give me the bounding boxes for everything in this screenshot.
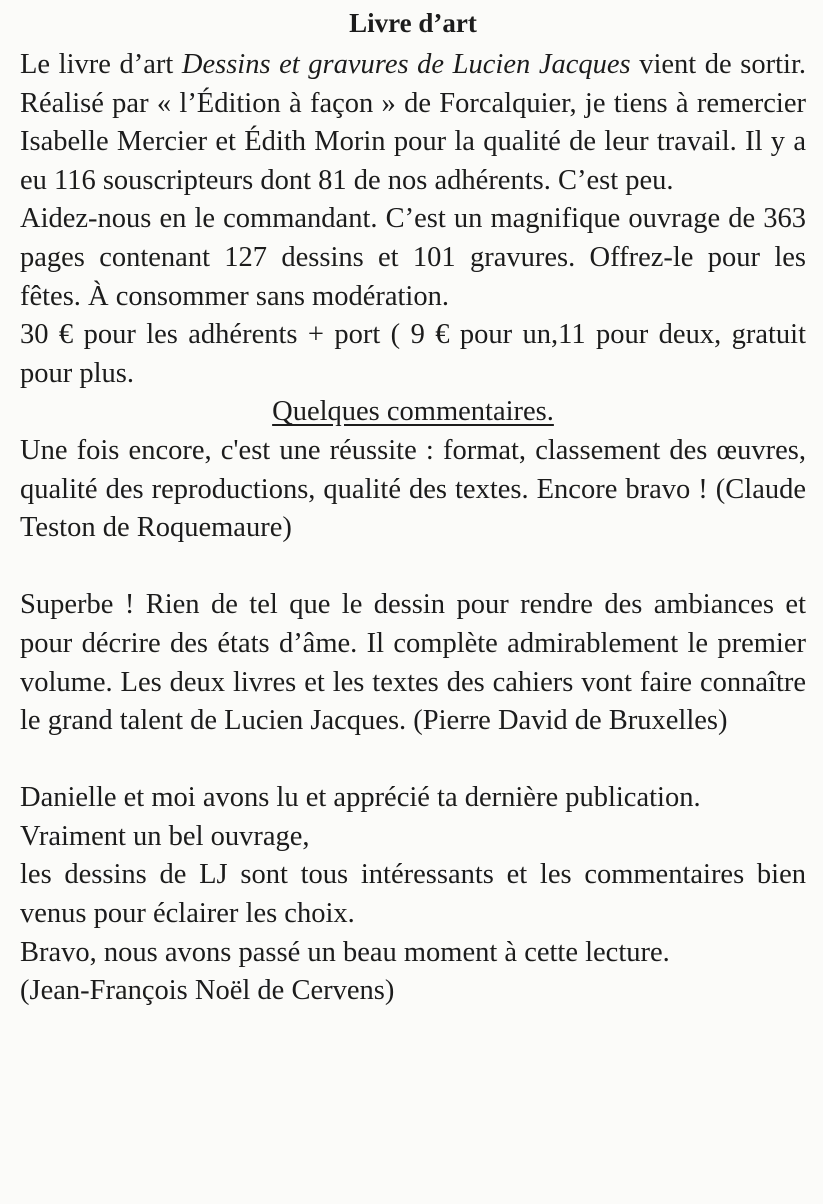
spacer bbox=[20, 548, 806, 587]
price-paragraph: 30 € pour les adhérents + port ( 9 € pour un,11 pour deux, gratuit pour plus. bbox=[20, 319, 806, 389]
comment-david: Superbe ! Rien de tel que le dessin pour rendre des ambiances et pour décrire des états d’âme. Il complète admirablement le premier volume. Les deux livres et les textes des cahiers vont faire connaître le grand talent de Lucien Jacques. (Pierre David de Bruxelles) bbox=[20, 589, 806, 737]
book-title: Dessins et gravures de Lucien Jacques bbox=[181, 49, 631, 80]
comment-noel-line-2: Vraiment un bel ouvrage, bbox=[20, 820, 310, 852]
comment-noel-line-3: les dessins de LJ sont tous intéressants et les commentaires bien venus pour éclairer les choix. bbox=[20, 859, 806, 930]
spacer bbox=[20, 741, 806, 780]
comment-noel-line-1: Danielle et moi avons lu et apprécié ta dernière publication. bbox=[20, 782, 701, 814]
page-title: Livre d’art bbox=[349, 8, 477, 38]
comments-heading bbox=[20, 393, 806, 432]
comment-noel-line-5: (Jean-François Noël de Cervens) bbox=[20, 975, 395, 1007]
document-page bbox=[20, 0, 806, 1011]
comment-teston: Une fois encore, c'est une réussite : format, classement des œuvres, qualité des reproductions, qualité des textes. Encore bravo ! (Claude Teston de Roquemaure) bbox=[20, 434, 806, 544]
comments-heading-text: Quelques commentaires. bbox=[272, 396, 554, 428]
comment-noel bbox=[20, 779, 806, 1011]
comment-noel-line-4: Bravo, nous avons passé un beau moment à cette lecture. bbox=[20, 936, 670, 968]
intro-pre: Le livre d’art bbox=[20, 49, 182, 80]
intro-paragraph bbox=[20, 46, 806, 200]
intro-post: vient de sortir. Réalisé par « l’Édition à façon » de Forcalquier, je tiens à remercier Isabelle Mercier et Édith Morin pour la qualité de leur travail. Il y a eu 116 souscripteurs dont 81 de nos adhérents. C’est peu. bbox=[20, 49, 806, 196]
appeal-paragraph: Aidez-nous en le commandant. C’est un magnifique ouvrage de 363 pages contenant 127 dessins et 101 gravures. Offrez-le pour les fêtes. À consommer sans modération. bbox=[20, 203, 806, 312]
